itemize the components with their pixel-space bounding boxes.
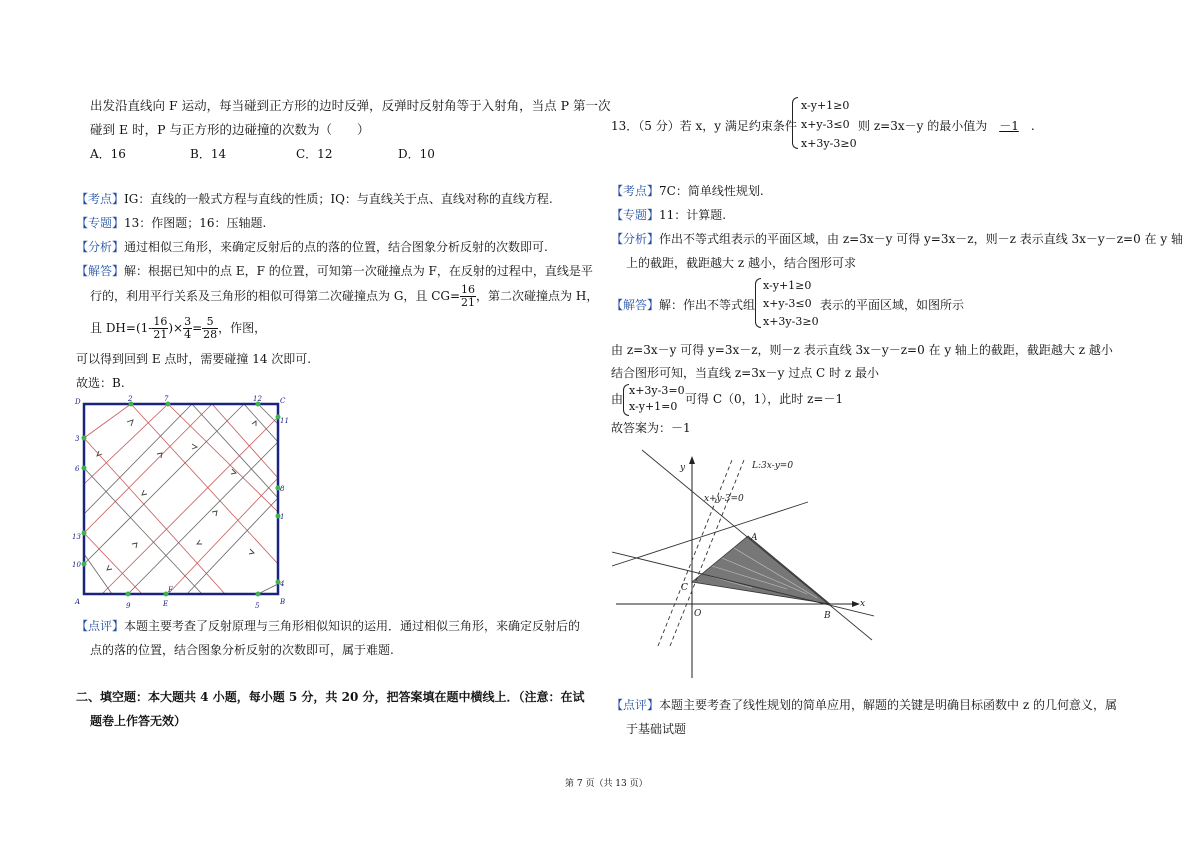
label-11: 11	[280, 417, 289, 425]
label-7: 7	[164, 395, 169, 403]
r-jieda-text-a: 解：作出不等式组	[659, 298, 756, 312]
r-line2: 由 z=3x－y 可得 y=3x－z，则－z 表示直线 3x－y－z=0 在 y 轴上的截距，截距越大 z 越小	[611, 343, 1113, 357]
gray-path-lines	[84, 404, 278, 594]
equation-system	[629, 383, 685, 415]
kaodian-row	[76, 190, 553, 207]
reflection-figure	[72, 394, 294, 610]
q13-prefix: 13．（5 分）若 x，y 满足约束条件	[611, 119, 797, 133]
fraction-den: 21	[461, 296, 476, 309]
fenxi-text: 通过相似三角形，来确定反射后的点的落的位置，结合图象分析反射的次数即可.	[124, 240, 548, 254]
label-8: 8	[280, 485, 285, 493]
jieda-row	[76, 262, 593, 279]
paren-open: (1-	[135, 321, 153, 335]
question-text-line1: 出发沿直线向 F 运动，每当碰到正方形的边时反弹，反弹时反射角等于入射角，当点 P 第一次	[90, 98, 611, 113]
label-a: A	[75, 598, 81, 606]
jieda-constraint-3: x+3y-3≥0	[763, 315, 819, 328]
label-b: B	[280, 598, 286, 606]
jieda-line3	[90, 316, 266, 341]
jieda-line5: 故选：B.	[76, 376, 125, 390]
answer-blank: －1	[999, 119, 1019, 133]
q13-suffix: 则 z=3x－y 的最小值为	[858, 119, 988, 133]
r-zhuanti-row	[611, 206, 726, 223]
y-axis-arrow	[689, 456, 695, 464]
fraction-1	[152, 316, 168, 341]
fenxi-row	[76, 238, 548, 255]
x-axis-arrow	[852, 601, 860, 607]
r-dianping-tag: 【点评】	[611, 698, 660, 712]
fraction-num: 16	[461, 283, 476, 296]
r-zhuanti-tag: 【专题】	[611, 208, 660, 222]
r-fenxi-tag: 【分析】	[611, 232, 660, 246]
option-b: B．14	[190, 147, 227, 161]
arrow-marks	[97, 420, 256, 570]
dianping-text-line1: 本题主要考查了反射原理与三角形相似知识的运用．通过相似三角形，来确定反射后的	[124, 619, 581, 633]
label-e: E	[163, 600, 169, 608]
label-1: 1	[280, 513, 285, 521]
label-3: 3	[75, 435, 80, 443]
constraint-system	[801, 96, 857, 153]
label-c: C	[280, 397, 286, 405]
r-kaodian-row	[611, 182, 764, 199]
label-x: x	[860, 599, 866, 609]
label-4: 4	[280, 580, 285, 588]
jieda-brace	[755, 278, 761, 328]
section-title-line1: 二、填空题：本大题共 4 小题，每小题 5 分，共 20 分，把答案填在题中横线上．（注意：在试	[76, 690, 585, 704]
fraction-den: 28	[203, 328, 218, 341]
jieda-line3-b: ，作图，	[218, 321, 267, 335]
r-line5: 故答案为：－1	[611, 421, 691, 435]
fraction-den: 4	[184, 328, 192, 341]
zhuanti-row	[76, 214, 266, 231]
label-d: D	[75, 398, 81, 406]
label-o: O	[694, 609, 702, 619]
jieda-line2	[90, 284, 598, 309]
r-dianping-row	[611, 696, 1117, 713]
fraction-2	[183, 316, 192, 341]
jieda-line2-b: ，第二次碰撞点为 H，	[476, 289, 599, 303]
r-zhuanti-text: 11：计算题.	[659, 208, 727, 222]
label-l: L:3x-y=0	[752, 461, 794, 471]
times-sign: ×	[173, 321, 184, 335]
constraint-3: x+3y-3≥0	[801, 137, 857, 150]
jieda-line4: 可以得到回到 E 点时，需要碰撞 14 次即可.	[76, 352, 312, 366]
r-line3: 结合图形可知，当直线 z=3x－y 过点 C 时 z 最小	[611, 366, 879, 380]
jieda-constraint-1: x-y+1≥0	[763, 279, 812, 292]
line-x-minus-y-plus-1	[612, 502, 808, 566]
r-fenxi-line2: 上的截距，截距越大 z 越小，结合图形可求	[626, 256, 856, 270]
dianping-row	[76, 617, 580, 634]
constraint-brace	[792, 97, 798, 149]
r-dianping-text-line1: 本题主要考查了线性规划的简单应用，解题的关键是明确目标函数中 z 的几何意义，属	[659, 698, 1117, 712]
option-c: C．12	[296, 147, 333, 161]
r-fenxi-row	[611, 230, 1183, 247]
label-2: 2	[128, 395, 133, 403]
jieda-line3-a: 且 DH=	[90, 321, 136, 335]
collision-points	[82, 402, 281, 597]
equation-2: x-y+1=0	[629, 400, 678, 413]
constraint-1: x-y+1≥0	[801, 99, 850, 112]
label-c: C	[681, 583, 688, 593]
constraint-2: x+y-3≤0	[801, 118, 850, 131]
label-13: 13	[72, 533, 81, 541]
kaodian-text: IG：直线的一般式方程与直线的性质；IQ：与直线关于点、直线对称的直线方程.	[124, 192, 553, 206]
linear-programming-graph	[612, 446, 874, 684]
q13-end: .	[1030, 119, 1035, 133]
fraction-den: 21	[153, 328, 168, 341]
label-12: 12	[253, 395, 262, 403]
dianping-line2: 点的落的位置，结合图象分析反射的次数即可，属于难题.	[90, 643, 394, 657]
jieda-line2-a: 行的，利用平行关系及三角形的相似可得第二次碰撞点为 G，且 CG=	[90, 289, 461, 303]
label-6: 6	[75, 465, 80, 473]
fraction-num: 3	[184, 315, 192, 328]
question-text-line2: 碰到 E 时，P 与正方形的边碰撞的次数为（ ）	[90, 122, 370, 137]
r-fenxi-text-line1: 作出不等式组表示的平面区域，由 z=3x－y 可得 y=3x－z，则－z 表示直线 3x－y－z=0 在 y 轴	[659, 232, 1183, 246]
r-line4-post: 可得 C（0，1），此时 z=－1	[685, 392, 844, 406]
fraction-3	[202, 316, 218, 341]
label-5: 5	[255, 602, 260, 610]
jieda-constraint-2: x+y-3≤0	[763, 297, 812, 310]
kaodian-tag: 【考点】	[76, 192, 125, 206]
fenxi-tag: 【分析】	[76, 240, 125, 254]
jieda-tag: 【解答】	[76, 264, 125, 278]
label-line: x+y-3=0	[704, 494, 744, 504]
zhuanti-text: 13：作图题；16：压轴题.	[124, 216, 267, 230]
page-footer: 第 7 页（共 13 页）	[565, 779, 648, 789]
equals-sign: =	[192, 321, 203, 335]
section-title-line2: 题卷上作答无效）	[90, 714, 187, 728]
paren-close: )	[168, 321, 174, 335]
r-line4-pre: 由	[611, 392, 624, 406]
fraction-num: 5	[202, 316, 218, 329]
figure-labels	[72, 395, 289, 610]
r-dianping-line2: 于基础试题	[626, 722, 687, 736]
label-a: A	[751, 533, 758, 543]
fraction-cg	[460, 284, 476, 309]
label-f-arrow: F	[168, 586, 173, 594]
zhuanti-tag: 【专题】	[76, 216, 125, 230]
dianping-tag: 【点评】	[76, 619, 125, 633]
r-jieda-tag: 【解答】	[611, 298, 660, 312]
option-d: D．10	[398, 147, 435, 161]
r-jieda-row	[611, 296, 755, 313]
fraction-num: 16	[153, 315, 168, 328]
feasible-region	[692, 536, 830, 604]
graph-labels	[679, 461, 865, 621]
jieda-text-line1: 解：根据已知中的点 E，F 的位置，可知第一次碰撞点为 F，在反射的过程中，直线是平	[124, 264, 593, 278]
r-kaodian-tag: 【考点】	[611, 184, 660, 198]
r-kaodian-text: 7C：简单线性规划.	[659, 184, 764, 198]
label-10: 10	[72, 561, 81, 569]
jieda-constraint-system	[763, 277, 819, 331]
label-y: y	[680, 463, 686, 473]
equation-1: x+3y-3=0	[629, 384, 685, 397]
r-jieda-text-b: 表示的平面区域，如图所示	[820, 298, 965, 312]
option-a: A．16	[90, 147, 126, 161]
label-9: 9	[126, 602, 131, 610]
q13-suffix-row	[858, 117, 1035, 134]
label-b: B	[824, 611, 831, 621]
